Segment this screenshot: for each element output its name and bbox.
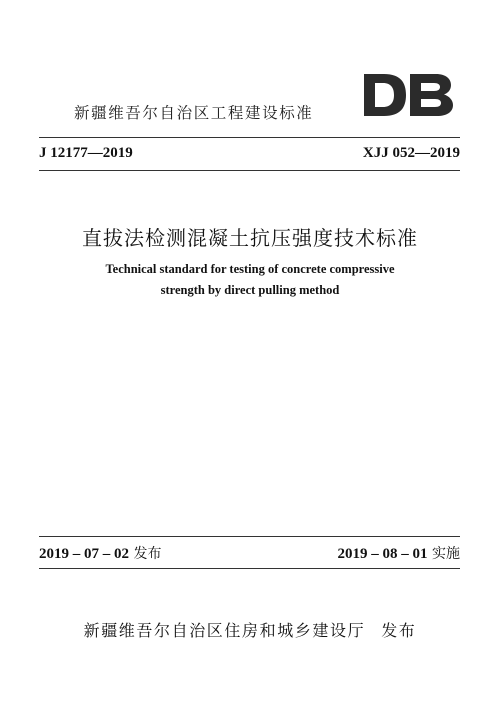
implement-date-block xyxy=(338,543,460,563)
title-english-line1: Technical standard for testing of concrete compressive xyxy=(105,262,395,276)
implement-date: 2019 – 08 – 01 xyxy=(337,546,428,562)
issue-date-block xyxy=(39,543,161,563)
dates-top-divider xyxy=(39,536,460,537)
title-english-line2: strength by direct pulling method xyxy=(160,283,340,297)
publisher-name: 新疆维吾尔自治区住房和城乡建设厅 xyxy=(83,621,366,640)
publisher-line xyxy=(0,618,500,641)
codes-divider xyxy=(39,170,460,171)
issuer-title: 新疆维吾尔自治区工程建设标准 xyxy=(74,104,314,122)
standard-number: XJJ 052—2019 xyxy=(362,145,460,161)
implement-label: 实施 xyxy=(432,546,460,562)
issue-label: 发布 xyxy=(133,546,162,562)
issue-date: 2019 – 07 – 02 xyxy=(39,546,129,562)
db-logo xyxy=(360,72,456,118)
publish-label: 发布 xyxy=(381,621,417,640)
dates-bottom-divider xyxy=(39,568,460,569)
title-chinese: 直拔法检测混凝土抗压强度技术标准 xyxy=(82,226,418,250)
top-divider xyxy=(39,137,460,138)
record-number: J 12177—2019 xyxy=(39,145,133,161)
